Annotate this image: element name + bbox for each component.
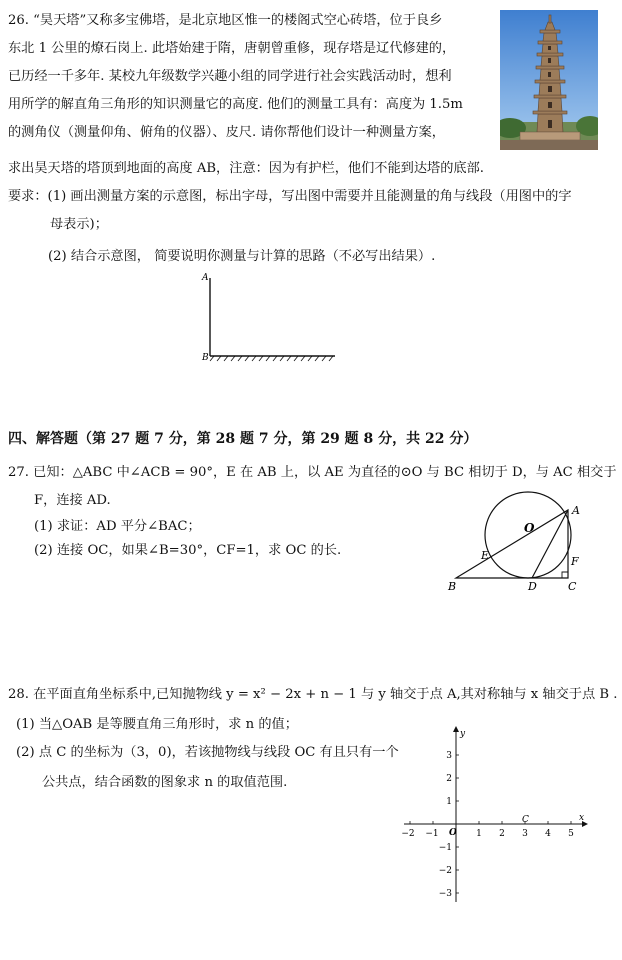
- svg-text:1: 1: [476, 829, 482, 839]
- svg-text:2: 2: [446, 774, 452, 784]
- q27-figure: [440, 482, 590, 601]
- section-4-heading: 四、解答题（第 27 题 7 分，第 28 题 7 分，第 29 题 8 分，共 22 分）: [8, 431, 478, 447]
- x-axis-label: x: [579, 813, 585, 823]
- right-angle-mark: [562, 572, 568, 578]
- label-b: B: [202, 353, 209, 363]
- x-tick-labels: [401, 829, 574, 839]
- label-c: C: [568, 580, 577, 593]
- label-a: A: [572, 504, 580, 517]
- pagoda-photo: [500, 10, 598, 150]
- q26-line-1: 26. “昊天塔”又称多宝佛塔，是北京地区惟一的楼阁式空心砖塔，位于良乡: [8, 13, 443, 28]
- svg-text:2: 2: [499, 829, 505, 839]
- y-axis-label: y: [460, 729, 466, 739]
- q28-sub-2-cont: 公共点，结合函数的图象求 n 的取值范围.: [42, 775, 288, 790]
- q26-requirement-1: 要求：(1) 画出测量方案的示意图，标出字母，写出图中需要并且能测量的角与线段（用图中的字: [8, 189, 572, 204]
- label-d: D: [528, 580, 537, 593]
- svg-text:4: 4: [545, 829, 551, 839]
- point-c-label: C: [522, 815, 529, 825]
- q28-coordinate-graph: [398, 726, 588, 914]
- svg-text:3: 3: [446, 751, 452, 761]
- q28-sub-2: (2) 点 C 的坐标为（3，0)，若该抛物线与线段 OC 有且只有一个: [16, 745, 399, 760]
- q28-sub-1: (1) 当△OAB 是等腰直角三角形时，求 n 的值；: [16, 717, 298, 732]
- y-axis-arrow: [453, 726, 459, 732]
- svg-text:5: 5: [568, 829, 574, 839]
- label-f: F: [571, 555, 579, 568]
- q26-figure: [190, 268, 340, 372]
- q26-line-4: 用所学的解直角三角形的知识测量它的高度. 他们的测量工具有：高度为 1.5m: [8, 97, 463, 112]
- q26-requirement-1-cont: 母表示)；: [50, 217, 108, 232]
- label-o: O: [524, 521, 535, 535]
- svg-text:−2: −2: [438, 866, 452, 876]
- q26-line-6: 求出昊天塔的塔顶到地面的高度 AB，注意：因为有护栏，他们不能到达塔的底部.: [8, 161, 484, 176]
- q26-line-3: 已历经一千多年. 某校九年级数学兴趣小组的同学进行社会实践活动时，想利: [8, 69, 452, 84]
- q27-sub-2: (2) 连接 OC，如果∠B=30°，CF=1，求 OC 的长.: [34, 543, 342, 558]
- svg-text:−3: −3: [438, 889, 452, 899]
- segment-ad: [532, 510, 568, 578]
- y-tick-labels: [439, 751, 453, 899]
- q26-requirement-2: (2) 结合示意图， 简要说明你测量与计算的思路（不必写出结果）.: [48, 249, 436, 264]
- svg-text:−2: −2: [401, 829, 415, 839]
- svg-text:−1: −1: [438, 843, 452, 853]
- origin-label: O: [449, 828, 457, 838]
- q26-line-5: 的测角仪（测量仰角、俯角的仪器）、皮尺. 请你帮他们设计一种测量方案，: [8, 125, 445, 140]
- svg-text:3: 3: [522, 829, 528, 839]
- label-e: E: [481, 549, 490, 562]
- circle-o: [485, 492, 571, 578]
- ground-hatching: [210, 356, 333, 361]
- label-a: A: [202, 273, 209, 283]
- q26-line-2: 东北 1 公里的燎石岗上. 此塔始建于隋，唐朝曾重修，现存塔是辽代修建的，: [8, 41, 456, 56]
- triangle-abc: [456, 510, 568, 578]
- q27-line-1: 27. 已知：△ABC 中∠ACB = 90°，E 在 AB 上，以 AE 为直径的⊙O 与 BC 相切于 D，与 AC 相交于: [8, 465, 617, 480]
- q28-line-1: 28. 在平面直角坐标系中,已知抛物线 y = x² − 2x + n − 1 与 y 轴交于点 A,其对称轴与 x 轴交于点 B .: [8, 687, 618, 702]
- label-b: B: [448, 580, 457, 593]
- q27-sub-1: (1) 求证：AD 平分∠BAC；: [34, 519, 201, 534]
- svg-text:1: 1: [446, 797, 452, 807]
- q27-line-2: F，连接 AD.: [34, 493, 111, 508]
- svg-text:−1: −1: [425, 829, 439, 839]
